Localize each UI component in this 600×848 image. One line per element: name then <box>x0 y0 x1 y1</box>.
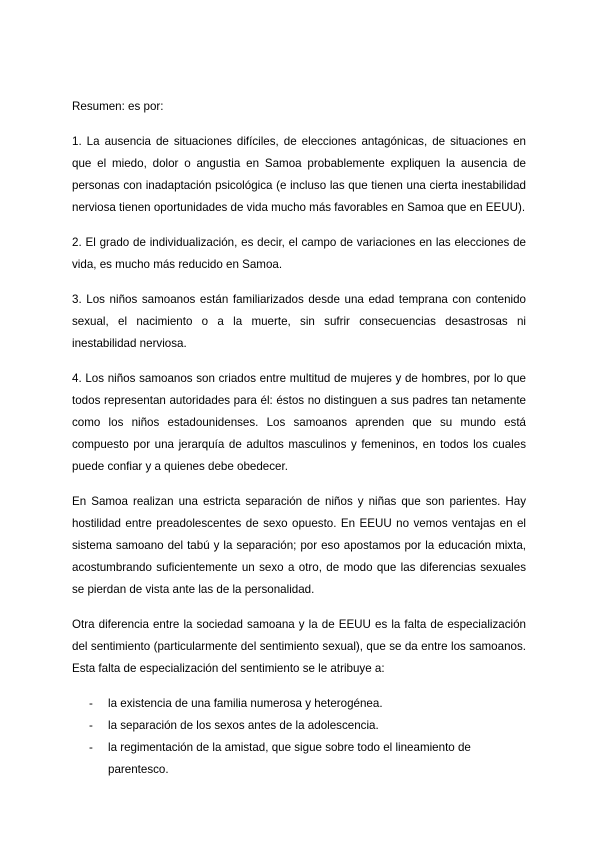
paragraph-specialization: Otra diferencia entre la sociedad samoana y la de EEUU es la falta de especialización del sentimiento (particularmente del sentimiento sexual), que se da entre los samoanos. Esta falta de especialización del sentimiento se le atribuye a: <box>72 618 526 675</box>
paragraph-point-2: 2. El grado de individualización, es decir, el campo de variaciones en las elecciones de vida, es mucho más reducido en Samoa. <box>72 236 526 271</box>
list-bullet: - <box>89 741 93 754</box>
list-item-text: la regimentación de la amistad, que sigue sobre todo el lineamiento de parentesco. <box>108 741 471 776</box>
paragraph-point-4: 4. Los niños samoanos son criados entre multitud de mujeres y de hombres, por lo que todos representan autoridades para él: éstos no distinguen a sus padres tan netamente como los niños estadounidenses. Los samoanos aprenden que su mundo está compuesto por una jerarquía de adultos masculinos y femeninos, en todos los cuales puede confiar y a quienes debe obedecer. <box>72 372 526 473</box>
summary-heading: Resumen: es por: <box>72 100 164 113</box>
paragraph-point-1: 1. La ausencia de situaciones difíciles, de elecciones antagónicas, de situaciones en que el miedo, dolor o angustia en Samoa probablemente expliquen la ausencia de personas con inadaptación psicológica (e incluso las que tienen una cierta inestabilidad nerviosa tienen oportunidades de vida mucho más favorables en Samoa que en EEUU). <box>72 135 526 214</box>
list-bullet: - <box>89 697 93 710</box>
paragraph-point-3: 3. Los niños samoanos están familiarizados desde una edad temprana con contenido sexual, el nacimiento o a la muerte, sin sufrir consecuencias desastrosas ni inestabilidad nerviosa. <box>72 293 526 350</box>
list-item <box>72 693 526 715</box>
list-item-text: la separación de los sexos antes de la adolescencia. <box>108 719 379 732</box>
attribution-list <box>72 693 526 781</box>
document-page <box>72 96 526 781</box>
paragraph-separation: En Samoa realizan una estricta separación de niños y niñas que son parientes. Hay hostilidad entre preadolescentes de sexo opuesto. En EEUU no vemos ventajas en el sistema samoano del tabú y la separación; por eso apostamos por la educación mixta, acostumbrando suficientemente un sexo a otro, de modo que las diferencias sexuales se pierdan de vista ante las de la personalidad. <box>72 495 526 596</box>
list-bullet: - <box>89 719 93 732</box>
list-item <box>72 715 526 737</box>
list-item <box>72 737 526 781</box>
list-item-text: la existencia de una familia numerosa y heterogénea. <box>108 697 383 710</box>
